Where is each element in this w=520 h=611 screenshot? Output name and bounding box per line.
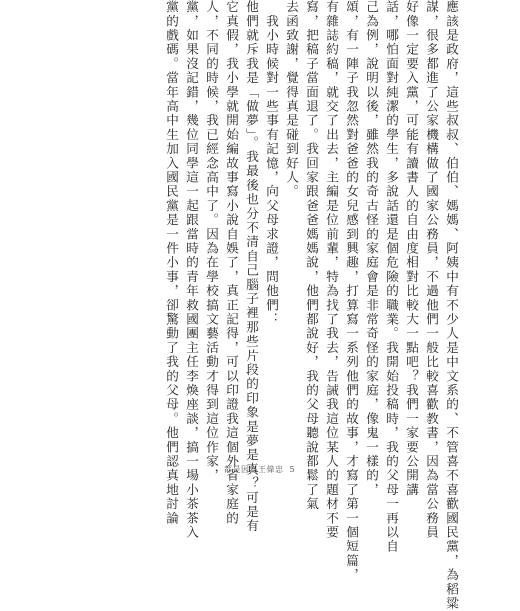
text-column: 它真假，我小學就開始編故事寫小說自娛了，真正記得，可以印證我這個外省家庭的 bbox=[224, 0, 239, 526]
page-footer bbox=[224, 464, 295, 475]
text-column: 我小時候對一些事有記憶，向父母求證，問他們： bbox=[264, 0, 279, 327]
text-column: 己為例，說明以後，雖然我的奇古怪的家庭會是非常奇怪的家庭，像鬼一樣的， bbox=[364, 0, 379, 497]
text-column: 寫，把稿子當面退了。我回家跟爸爸媽媽說，他們都說好，我的父母聽說都鬆了氣 bbox=[304, 0, 319, 512]
text-column: 好像一定要入黨，可能有讀書人的自由度相對比較大一點吧？我們一家要公開講 bbox=[404, 0, 419, 497]
text-column: 他們就斥我是「做夢」。我最後也分不清自己腦子裡那些片段的印象是夢是真？可是有 bbox=[244, 0, 259, 534]
page-number: 5 bbox=[289, 465, 296, 474]
text-column: 人，不同的時候，我已經念高中了。因為在學校搞文藝活動才得到這位作家， bbox=[204, 0, 219, 483]
text-column: 頌，有一陣子我忽然對爸爸的女兒感到興趣，打算寫一系列他們的故事，才寫了第一個短篇， bbox=[344, 0, 359, 583]
text-column: 話，哪怕面對純潔的學生，多說話還是個危險的職業。我開始投稿時，我的父母一再以自 bbox=[384, 0, 399, 554]
text-column: 去函致謝，覺得真是碰到好人。 bbox=[284, 0, 299, 199]
text-column: 應該是政府，這些叔叔、伯伯、媽媽、阿姨中有不少人是中文系的、不管喜不喜歡國民黨，為稻粱 bbox=[444, 0, 459, 611]
text-column: 有雜誌約稿，就交了出去，主編是位前輩，特為找了我去，告誡我這位某人的題材不要 bbox=[324, 0, 339, 540]
running-title: 都是因為王偉忠 bbox=[224, 465, 284, 474]
text-column: 謀，很多都進了公家機構做了國家公務員，不過他們一般比較喜歡教書，因為當公務員 bbox=[424, 0, 439, 540]
text-column: 黨，如果沒記錯，幾位同學這一起跟當時的青年救國團主任李煥座談，搞一場小茶茶入 bbox=[184, 0, 199, 540]
text-column: 黨的戲碼。當年高中生加入國民黨是一件小事，卻驚動了我的父母。他們認真地討論 bbox=[164, 0, 179, 526]
